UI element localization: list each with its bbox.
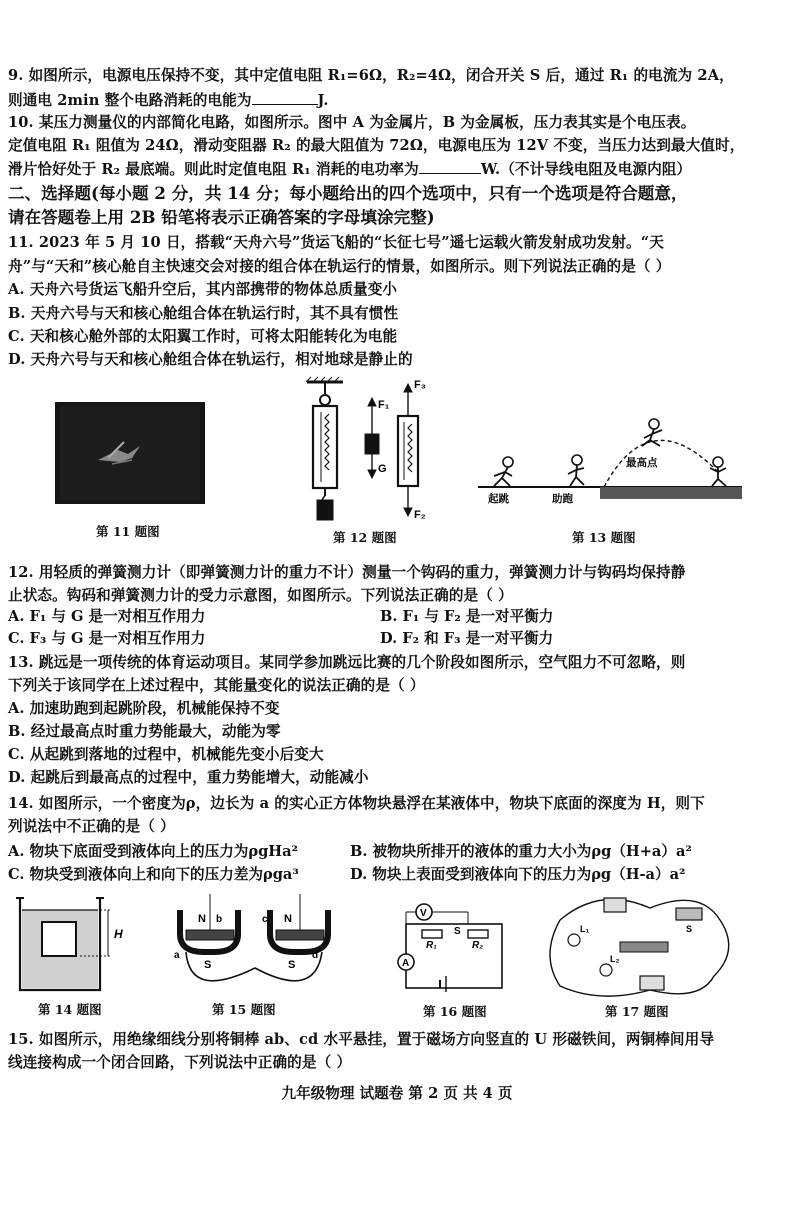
fig16-label-v: V xyxy=(420,908,427,919)
q11-option-a: A. 天舟六号货运飞船升空后，其内部携带的物体总质量变小 xyxy=(8,281,398,298)
q11-option-c: C. 天和核心舱外部的太阳翼工作时，可将太阳能转化为电能 xyxy=(8,328,398,345)
fig12-caption: 第 12 题图 xyxy=(333,530,397,545)
q11-option-b: B. 天舟六号与天和核心舱组合体在轨运行时，其不具有惯性 xyxy=(8,305,399,322)
q9-line-2 xyxy=(8,90,329,111)
q10-line-1: 10. 某压力测量仪的内部简化电路，如图所示。图中 A 为金属片，B 为金属板，压力表其实是个电压表。 xyxy=(8,114,696,131)
fig16-circuit xyxy=(398,904,502,992)
q13-option-b: B. 经过最高点时重力势能最大，动能为零 xyxy=(8,723,281,740)
fig13-label-run: 助跑 xyxy=(552,493,573,505)
fig11-caption: 第 11 题图 xyxy=(96,524,160,539)
fig16-label-s: S xyxy=(454,926,461,937)
section-2-heading-2: 请在答题卷上用 2B 铅笔将表示正确答案的字母填涂完整) xyxy=(8,207,435,227)
q12-line-2: 止状态。钩码和弹簧测力计的受力示意图，如图所示。下列说法正确的是（ ） xyxy=(8,587,513,604)
q13-option-a: A. 加速助跑到起跳阶段，机械能保持不变 xyxy=(8,700,280,717)
q13-line-1: 13. 跳远是一项传统的体育运动项目。某同学参加跳远比赛的几个阶段如图所示，空气阻力不可忽略，则 xyxy=(8,654,686,671)
q14-option-a: A. 物块下底面受到液体向上的压力为ρgHa² xyxy=(8,843,298,860)
q11-option-d: D. 天舟六号与天和核心舱组合体在轨运行，相对地球是静止的 xyxy=(8,351,413,368)
fig11-photo xyxy=(55,402,205,504)
q11-line-2: 舟”与“天和”核心舱自主快速交会对接的组合体在轨运行的情景，如图所示。则下列说法正确的是（ ） xyxy=(8,258,671,275)
fig12-label-g: G xyxy=(378,463,387,475)
q14-option-c: C. 物块受到液体向上和向下的压力差为ρga³ xyxy=(8,866,299,883)
q12-option-c: C. F₃ 与 G 是一对相互作用力 xyxy=(8,630,206,647)
fig12-label-f2: F₂ xyxy=(414,509,426,521)
fig13-caption: 第 13 题图 xyxy=(572,530,636,545)
fig15-label-b: b xyxy=(216,914,223,925)
q13-option-c: C. 从起跳到落地的过程中，机械能先变小后变大 xyxy=(8,746,324,763)
q14-line-1: 14. 如图所示，一个密度为ρ，边长为 a 的实心正方体物块悬浮在某液体中，物块下底面的深度为 H，则下 xyxy=(8,795,705,812)
q11-line-1: 11. 2023 年 5 月 10 日，搭载“天舟六号”货运飞船的“长征七号”遥七运载火箭发射成功发射。“天 xyxy=(8,234,664,251)
fig14-caption: 第 14 题图 xyxy=(38,1002,102,1017)
fig14-beaker xyxy=(16,898,112,990)
q10-line-3 xyxy=(8,159,691,180)
fig17-circuit xyxy=(550,898,729,996)
q14-line-2: 列说法中不正确的是（ ） xyxy=(8,818,175,835)
fig15-label-a: a xyxy=(174,950,180,961)
fig16-label-r1: R₁ xyxy=(426,940,437,951)
fig17-label-l1: L₁ xyxy=(580,924,590,934)
q14-option-b: B. 被物块所排开的液体的重力大小为ρg（H+a）a² xyxy=(350,843,692,860)
q12-option-b: B. F₁ 与 F₂ 是一对平衡力 xyxy=(380,608,554,625)
q10-answer-blank xyxy=(419,159,481,174)
fig16-caption: 第 16 题图 xyxy=(423,1004,487,1019)
section-2-heading-1: 二、选择题(每小题 2 分，共 14 分；每小题给出的四个选项中，只有一个选项是符合题意， xyxy=(8,183,688,203)
fig14-label-h: H xyxy=(114,927,123,941)
q14-option-d: D. 物块上表面受到液体向下的压力为ρg（H-a）a² xyxy=(350,866,686,883)
fig15-caption: 第 15 题图 xyxy=(212,1002,276,1017)
q13-line-2: 下列关于该同学在上述过程中，其能量变化的说法正确的是（ ） xyxy=(8,677,425,694)
fig15-label-n2: N xyxy=(284,913,292,925)
fig12-label-f3: F₃ xyxy=(414,379,426,391)
fig15-label-s1: S xyxy=(204,959,212,971)
fig17-caption: 第 17 题图 xyxy=(605,1004,669,1019)
fig17-label-s: S xyxy=(686,924,693,934)
q10-unit: W.（不计导线电阻及电源内阻） xyxy=(480,161,692,178)
fig13-label-top: 最高点 xyxy=(626,457,658,469)
fig15-label-d: d xyxy=(312,950,319,961)
q13-option-d: D. 起跳后到最高点的过程中，重力势能增大，动能减小 xyxy=(8,769,369,786)
fig15-label-c: c xyxy=(262,914,268,925)
q9-text: 则通电 2min 整个电路消耗的电能为 xyxy=(8,92,252,109)
q15-line-2: 线连接构成一个闭合回路，下列说法中正确的是（ ） xyxy=(8,1054,352,1071)
q10-text: 滑片恰好处于 R₂ 最底端。则此时定值电阻 R₁ 消耗的电功率为 xyxy=(8,161,419,178)
fig13-label-jump: 起跳 xyxy=(488,493,509,505)
q12-option-a: A. F₁ 与 G 是一对相互作用力 xyxy=(8,608,206,625)
q12-line-1: 12. 用轻质的弹簧测力计（即弹簧测力计的重力不计）测量一个钩码的重力，弹簧测力计与钩码均保持静 xyxy=(8,564,686,581)
fig17-label-l2: L₂ xyxy=(610,954,620,964)
fig16-label-a: A xyxy=(402,958,410,969)
page-footer: 九年级物理 试题卷 第 2 页 共 4 页 xyxy=(281,1085,513,1102)
q9-answer-blank xyxy=(252,90,318,105)
q9-line-1: 9. 如图所示，电源电压保持不变，其中定值电阻 R₁=6Ω，R₂=4Ω，闭合开关 S 后，通过 R₁ 的电流为 2A， xyxy=(8,67,734,84)
q10-line-2: 定值电阻 R₁ 阻值为 24Ω，滑动变阻器 R₂ 的最大阻值为 72Ω，电源电压为 12V 不变，当压力达到最大值时， xyxy=(8,137,745,154)
fig15-label-s2: S xyxy=(288,959,296,971)
q12-option-d: D. F₂ 和 F₃ 是一对平衡力 xyxy=(380,630,554,647)
fig16-label-r2: R₂ xyxy=(472,940,484,951)
fig13-long-jump xyxy=(478,419,742,499)
fig15-magnets xyxy=(180,894,328,981)
fig12-spring-scales xyxy=(306,377,418,520)
figures-row-2 xyxy=(0,890,794,1020)
q15-line-1: 15. 如图所示，用绝缘细线分别将铜棒 ab、cd 水平悬挂，置于磁场方向竖直的 U 形磁铁间，两铜棒间用导 xyxy=(8,1031,715,1048)
fig15-label-n1: N xyxy=(198,913,206,925)
fig12-label-f1: F₁ xyxy=(378,399,390,411)
q9-unit: J. xyxy=(317,92,329,109)
